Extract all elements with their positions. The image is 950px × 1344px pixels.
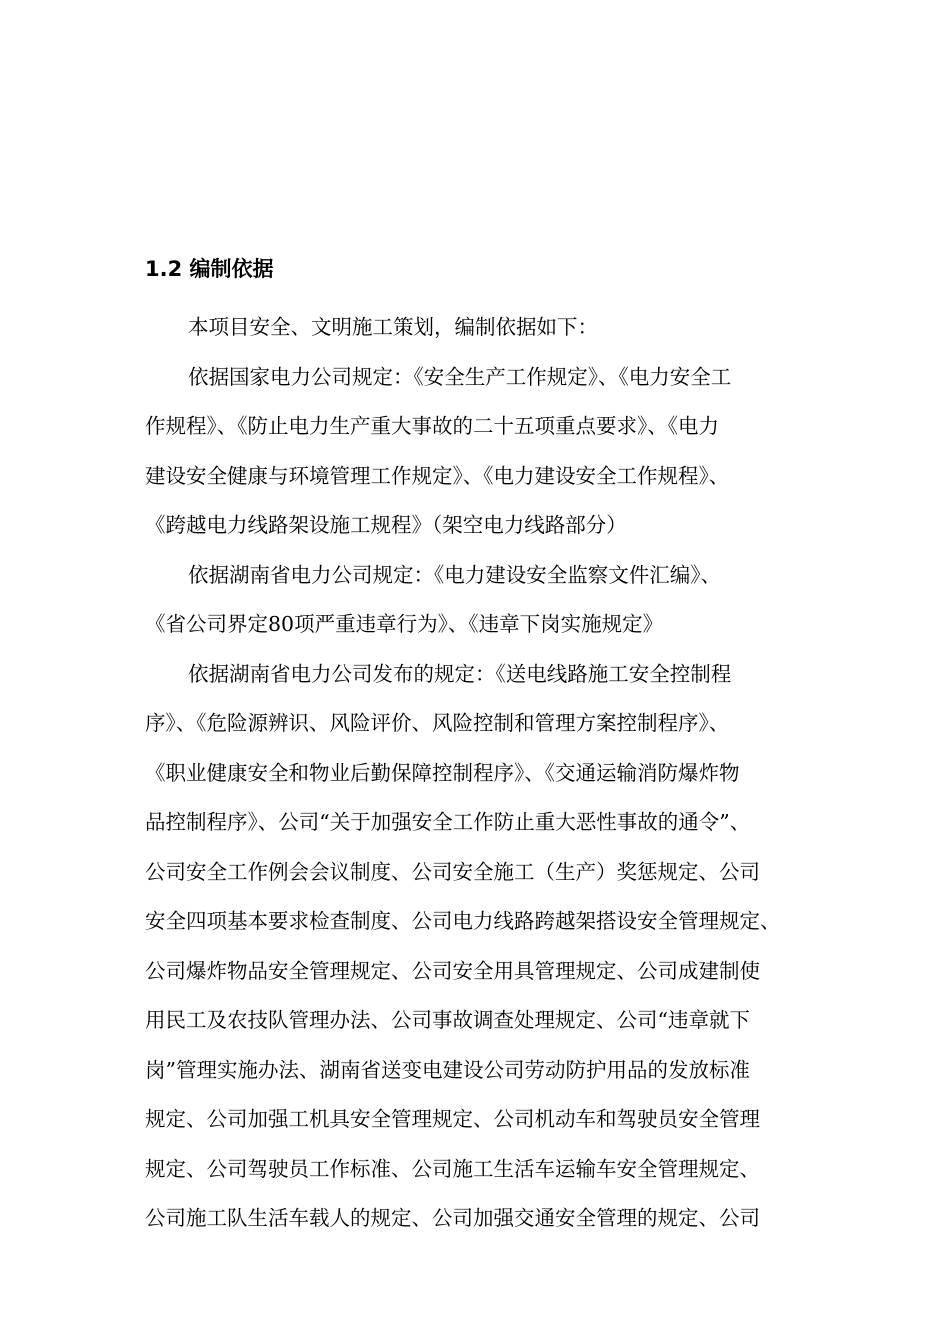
paragraph-4-line-2: 序》、《危险源辨识、风险评价、风险控制和管理方案控制程序》、 (145, 711, 730, 735)
paragraph-4-line-6: 安全四项基本要求检查制度、公司电力线路跨越架搭设安全管理规定、 (145, 909, 781, 933)
paragraph-2-line-3: 建设安全健康与环境管理工作规定》、《电力建设安全工作规程》、 (145, 463, 730, 488)
paragraph-3-line-2: 《省公司界定80项严重违章行为》、《违章下岗实施规定》 (145, 612, 664, 636)
paragraph-4-line-12: 公司施工队生活车载人的规定、公司加强交通安全管理的规定、公司 (145, 1206, 760, 1230)
paragraph-4-line-8: 用民工及农技队管理办法、公司事故调查处理规定、公司“违章就下 (145, 1008, 750, 1032)
paragraph-2-line-1: 依据国家电力公司规定：《安全生产工作规定》、《电力安全工 (188, 364, 732, 389)
paragraph-2-line-4: 《跨越电力线路架设施工规程》（架空电力线路部分） (145, 513, 627, 537)
paragraph-4-line-11: 规定、公司驾驶员工作标准、公司施工生活车运输车安全管理规定、 (145, 1156, 760, 1181)
paragraph-4-line-7: 公司爆炸物品安全管理规定、公司安全用具管理规定、公司成建制使 (145, 958, 760, 983)
paragraph-4-line-5: 公司安全工作例会会议制度、公司安全施工（生产）奖惩规定、公司 (145, 859, 760, 884)
paragraph-4-line-4: 品控制程序》、公司“关于加强安全工作防止重大恶性事故的通令”、 (145, 810, 751, 834)
paragraph-4-line-9: 岗”管理实施办法、湖南省送变电建设公司劳动防护用品的发放标准 (145, 1057, 750, 1082)
paragraph-4-line-3: 《职业健康安全和物业后勤保障控制程序》、《交通运输消防爆炸物 (145, 760, 740, 785)
paragraph-4-line-1: 依据湖南省电力公司发布的规定：《送电线路施工安全控制程 (188, 661, 732, 686)
document-body (145, 303, 830, 1244)
section-heading: 1.2 编制依据 (145, 257, 274, 281)
paragraph-2-line-2: 作规程》、《防止电力生产重大事故的二十五项重点要求》、《电力 (145, 414, 719, 438)
paragraph-4-line-10: 规定、公司加强工机具安全管理规定、公司机动车和驾驶员安全管理 (145, 1107, 760, 1131)
paragraph-3-line-1: 依据湖南省电力公司规定：《电力建设安全监察文件汇编》、 (188, 562, 721, 587)
paragraph-1-line-1: 本项目安全、文明施工策划，编制依据如下： (188, 315, 598, 339)
